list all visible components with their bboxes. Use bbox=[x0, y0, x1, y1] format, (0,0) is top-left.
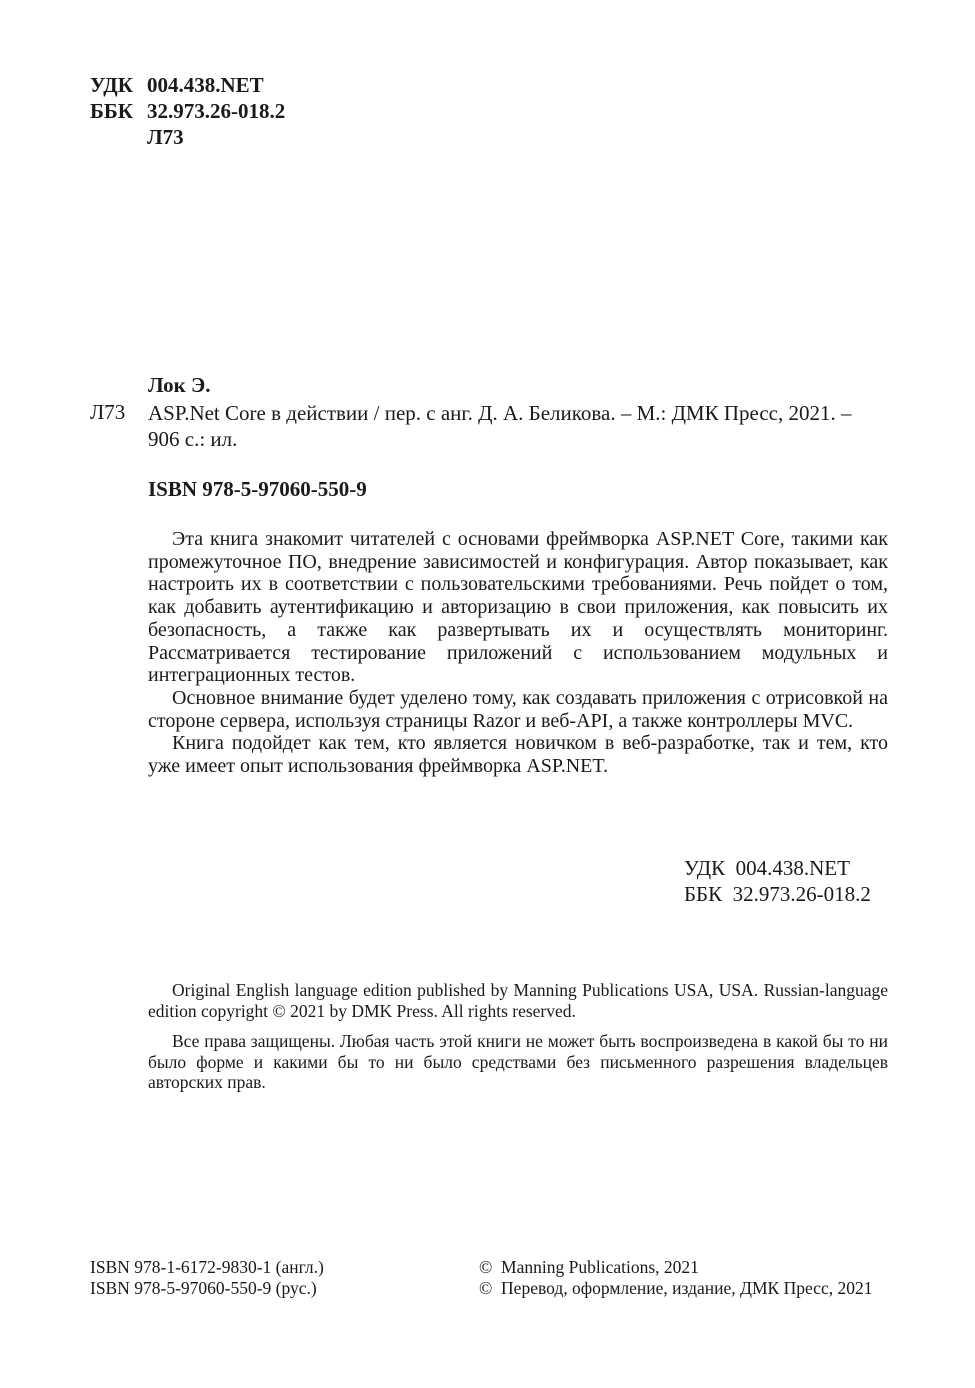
rights-reserved-note: Все права защищены. Любая часть этой книги не может быть воспроизведена в какой бы то ни было форме и какими бы то ни было средствами без письменного разрешения владельцев авторских прав. bbox=[148, 1031, 888, 1092]
copyright-manning: © Manning Publications, 2021 bbox=[479, 1257, 699, 1277]
original-edition-note: Original English language edition published by Manning Publications USA, USA. Russian-language edition copyright © 2021 by DMK Press. All rights reserved. bbox=[148, 980, 888, 1021]
annotation bbox=[148, 528, 888, 778]
udk-value: 004.438.NET bbox=[147, 73, 264, 97]
entry-line-1: ASP.Net Core в действии / пер. с анг. Д. А. Беликова. – М.: ДМК Пресс, 2021. – bbox=[148, 401, 852, 425]
author-mark: Л73 bbox=[147, 125, 184, 149]
entry-code: Л73 bbox=[90, 400, 126, 424]
udk-label: УДК bbox=[90, 73, 133, 97]
right-udk: УДК 004.438.NET bbox=[684, 856, 850, 880]
entry-line-2: 906 с.: ил. bbox=[148, 427, 238, 451]
isbn-russian: ISBN 978-5-97060-550-9 (рус.) bbox=[90, 1277, 317, 1298]
udk-row bbox=[90, 72, 285, 98]
bbk-row bbox=[90, 98, 285, 124]
annotation-paragraph: Книга подойдет как тем, кто является новичком в веб-разработке, так и тем, кто уже имеет опыт использования фреймворка ASP.NET. bbox=[148, 732, 888, 778]
author-mark-row bbox=[90, 124, 285, 150]
isbn-list bbox=[90, 1257, 324, 1298]
right-codes bbox=[684, 855, 871, 907]
copyright-list bbox=[479, 1257, 872, 1298]
classification-block bbox=[90, 72, 285, 150]
copyright-note bbox=[148, 980, 888, 1103]
isbn-main: ISBN 978-5-97060-550-9 bbox=[148, 477, 367, 501]
annotation-paragraph: Эта книга знакомит читателей с основами фреймворка ASP.NET Core, такими как промежуточное ПО, внедрение зависимостей и конфигурация. Автор показывает, как настроить их в соответствии с пользовательскими требованиями. Речь пойдет о том, как добавить аутентификацию и авторизацию в свои приложения, как повысить их безопасность, а также как развертывать их и осуществлять мониторинг. Рассматривается тестирование приложений с использованием модульных и интеграционных тестов. bbox=[148, 528, 888, 687]
annotation-paragraph: Основное внимание будет уделено тому, как создавать приложения с отрисовкой на стороне сервера, используя страницы Razor и веб-API, а также контроллеры MVC. bbox=[148, 686, 888, 732]
copyright-dmk: © Перевод, оформление, издание, ДМК Пресс, 2021 bbox=[479, 1277, 873, 1298]
bbk-value: 32.973.26-018.2 bbox=[147, 99, 286, 123]
entry-description bbox=[148, 400, 888, 452]
entry-author: Лок Э. bbox=[148, 373, 211, 397]
bbk-label: ББК bbox=[90, 99, 133, 123]
isbn-english: ISBN 978-1-6172-9830-1 (англ.) bbox=[90, 1257, 324, 1277]
right-bbk: ББК 32.973.26-018.2 bbox=[684, 882, 871, 906]
